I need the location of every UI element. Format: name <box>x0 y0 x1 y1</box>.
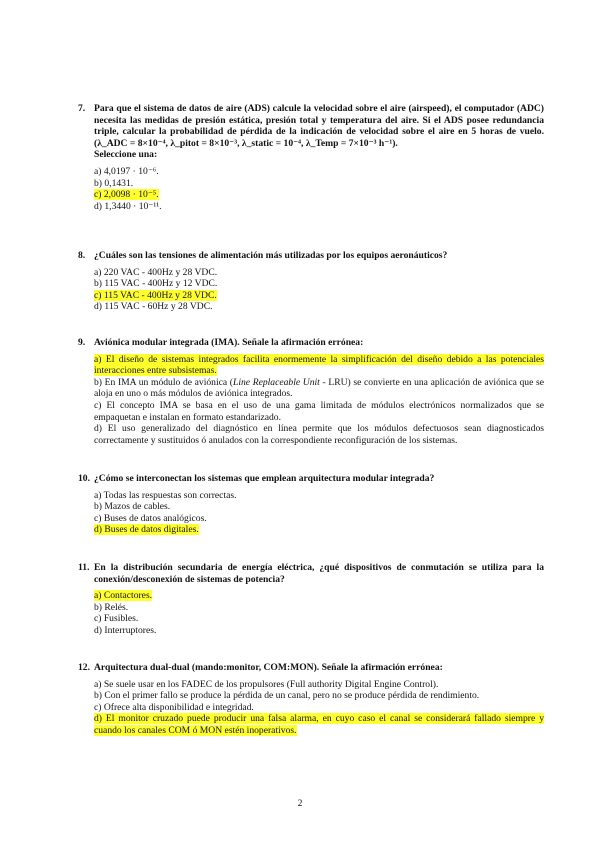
option-a[interactable]: a) 4,0197 · 10⁻⁶. <box>94 165 159 177</box>
option-d-highlighted[interactable]: d) El monitor cruzado puede producir una falsa alarma, en cuyo caso el canal se considerará fallado siempre y cuando los canales COM ó MON estén inoperativos. <box>94 713 544 736</box>
option-d-highlighted[interactable]: d) Buses de datos digitales. <box>94 524 199 536</box>
question-prompt: Seleccione una: <box>94 149 158 161</box>
option-c[interactable]: c) El concepto IMA se basa en el uso de una gama limitada de módulos electrónicos normalizados que se empaquetan e instalan en formato estandarizado. <box>94 399 544 423</box>
question-number: 10. <box>78 473 90 484</box>
question-number: 8. <box>78 250 86 261</box>
option-d[interactable]: d) 1,3440 · 10⁻¹¹. <box>94 200 162 212</box>
question-number: 9. <box>78 337 86 348</box>
question-text: ¿Cuáles son las tensiones de alimentación más utilizadas por los equipos aeronáuticos? <box>94 250 448 261</box>
option-c[interactable]: c) Fusibles. <box>94 613 139 625</box>
option-c-highlighted[interactable]: c) 2,0098 · 10⁻⁵. <box>94 189 159 201</box>
option-c-highlighted[interactable]: c) 115 VAC - 400Hz y 28 VDC. <box>94 289 217 301</box>
option-b[interactable]: b) 115 VAC - 400Hz y 12 VDC. <box>94 278 218 290</box>
option-b[interactable]: b) Con el primer fallo se produce la pérdida de un canal, pero no se produce pérdida de rendimiento. <box>94 690 480 702</box>
option-b-italic-term: Line Replaceable Unit <box>233 376 320 388</box>
page-number: 2 <box>297 798 303 809</box>
question-number: 11. <box>78 562 90 573</box>
options-list <box>94 679 544 737</box>
question-text: Arquitectura dual-dual (mando:monitor, COM:MON). Señale la afirmación errónea: <box>94 662 443 673</box>
question-12 <box>78 662 544 737</box>
option-a-highlighted[interactable]: a) Contactores. <box>94 590 153 602</box>
question-9 <box>78 337 544 446</box>
question-8 <box>78 250 544 313</box>
question-number: 7. <box>78 103 86 114</box>
question-11 <box>78 562 544 637</box>
options-list <box>94 166 544 212</box>
option-d[interactable]: d) Interruptores. <box>94 624 157 636</box>
option-a[interactable]: a) Se suele usar en los FADEC de los propulsores (Full authority Digital Engine Control). <box>94 678 439 690</box>
options-list <box>94 490 544 536</box>
option-b[interactable]: b) 0,1431. <box>94 177 134 189</box>
question-7 <box>78 103 544 212</box>
option-d[interactable]: d) El uso generalizado del diagnóstico en línea permite que los módulos defectuosos sean diagnosticados correctamente y sustituidos ó anulados con la correspondiente reconfiguración de los sistemas. <box>94 423 544 446</box>
option-b[interactable]: b) Mazos de cables. <box>94 501 171 513</box>
option-c[interactable]: c) Buses de datos analógicos. <box>94 512 207 524</box>
question-text: Aviónica modular integrada (IMA). Señale la afirmación errónea: <box>94 337 364 348</box>
question-text: ¿Cómo se interconectan los sistemas que emplean arquitectura modular integrada? <box>94 473 435 484</box>
option-a[interactable]: a) Todas las respuestas son correctas. <box>94 489 237 501</box>
options-list <box>94 354 544 447</box>
option-a-highlighted[interactable]: a) El diseño de sistemas integrados facilita enormemente la simplificación del diseño debido a las potenciales interacciones entre subsistemas. <box>94 353 544 377</box>
question-10 <box>78 473 544 536</box>
option-c[interactable]: c) Ofrece alta disponibilidad e integridad. <box>94 701 254 713</box>
option-b[interactable] <box>94 377 544 400</box>
option-a[interactable]: a) 220 VAC - 400Hz y 28 VDC. <box>94 266 218 278</box>
options-list <box>94 267 544 313</box>
options-list <box>94 590 544 636</box>
question-text: Para que el sistema de datos de aire (ADS) calcule la velocidad sobre el aire (airspeed), el computador (ADC) necesita las medidas de presión estática, presión total y temperatura del aire. Si el ADS posee redundancia triple, calcular la probabilidad de pérdida de la indicación de velocidad sobre el aire en 5 horas de vuelo. (λ_ADC = 8×10⁻⁴, λ_pitot = 8×10⁻³, λ_static = 10⁻⁴, λ_Temp = 7×10⁻³ h⁻¹). <box>94 103 544 149</box>
question-text: En la distribución secundaria de energía eléctrica, ¿qué dispositivos de conmutación se utiliza para la conexión/desconexión de sistemas de potencia? <box>94 562 544 585</box>
question-number: 12. <box>78 662 90 673</box>
option-b-text-end: - LRU) se convierte en una aplicación de aviónica que se aloja en uno o más módulos de aviónica integrados. <box>94 376 545 400</box>
option-d[interactable]: d) 115 VAC - 60Hz y 28 VDC. <box>94 301 213 313</box>
option-b-text: b) En IMA un módulo de aviónica ( <box>94 376 233 388</box>
option-b[interactable]: b) Relés. <box>94 601 129 613</box>
